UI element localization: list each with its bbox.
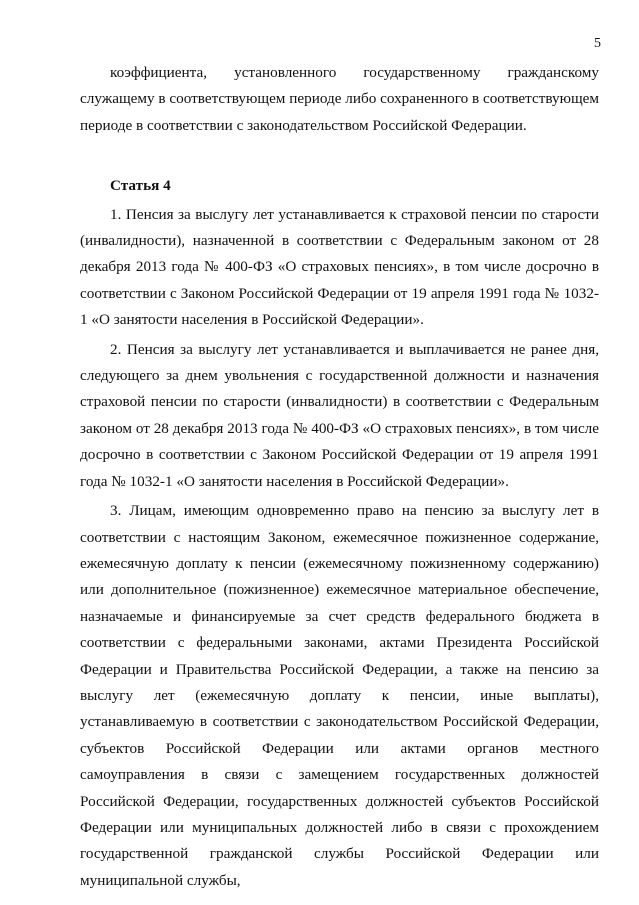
continuation-paragraph: коэффициента, установленного государственному гражданскому служащему в соответствующем периоде либо сохраненного в соответствующем периоде в соответствии с законодательством Российской Федерации. — [80, 64, 599, 134]
article-paragraph-1: 1. Пенсия за выслугу лет устанавливается к страховой пенсии по старости (инвалидности), назначенной в соответствии с Федеральным законом от 28 декабря 2013 года № 400-ФЗ «О страховых пенсиях», в том числе досрочно в соответствии с Законом Российской Федерации от 19 апреля 1991 года № 1032-1 «О занятости населения в Российской Федерации». — [80, 205, 599, 329]
page-number: 5 — [594, 36, 601, 51]
article-paragraph-3: 3. Лицам, имеющим одновременно право на пенсию за выслугу лет в соответствии с настоящим Законом, ежемесячное пожизненное содержание, ежемесячную доплату к пенсии (ежемесячному пожизненному содержанию) или дополнительное (пожизненное) ежемесячное материальное обеспечение, назначаемые и финансируемые за счет средств федерального бюджета в соответствии с федеральными законами, актами Президента Российской Федерации и Правительства Российской Федерации, а также на пенсию за выслугу лет (ежемесячную доплату к пенсии, иные выплаты), устанавливаемую в соответствии с законодательством Российской Федерации, субъектов Российской Федерации или актами органов местного самоуправления в связи с замещением государственных должностей Российской Федерации, государственных должностей субъектов Российской Федерации или муниципальных должностей либо в связи с прохождением государственной гражданской службы Российской Федерации или муниципальной службы, — [80, 502, 599, 889]
document-body — [80, 60, 599, 894]
article-paragraph-2: 2. Пенсия за выслугу лет устанавливается и выплачивается не ранее дня, следующего за днем увольнения с государственной должности и назначения страховой пенсии по старости (инвалидности) в соответствии с Федеральным законом от 28 декабря 2013 года № 400-ФЗ «О страховых пенсиях», в том числе досрочно в соответствии с Законом Российской Федерации от 19 апреля 1991 года № 1032-1 «О занятости населения в Российской Федерации». — [80, 340, 599, 490]
article-heading: Статья 4 — [110, 177, 171, 195]
